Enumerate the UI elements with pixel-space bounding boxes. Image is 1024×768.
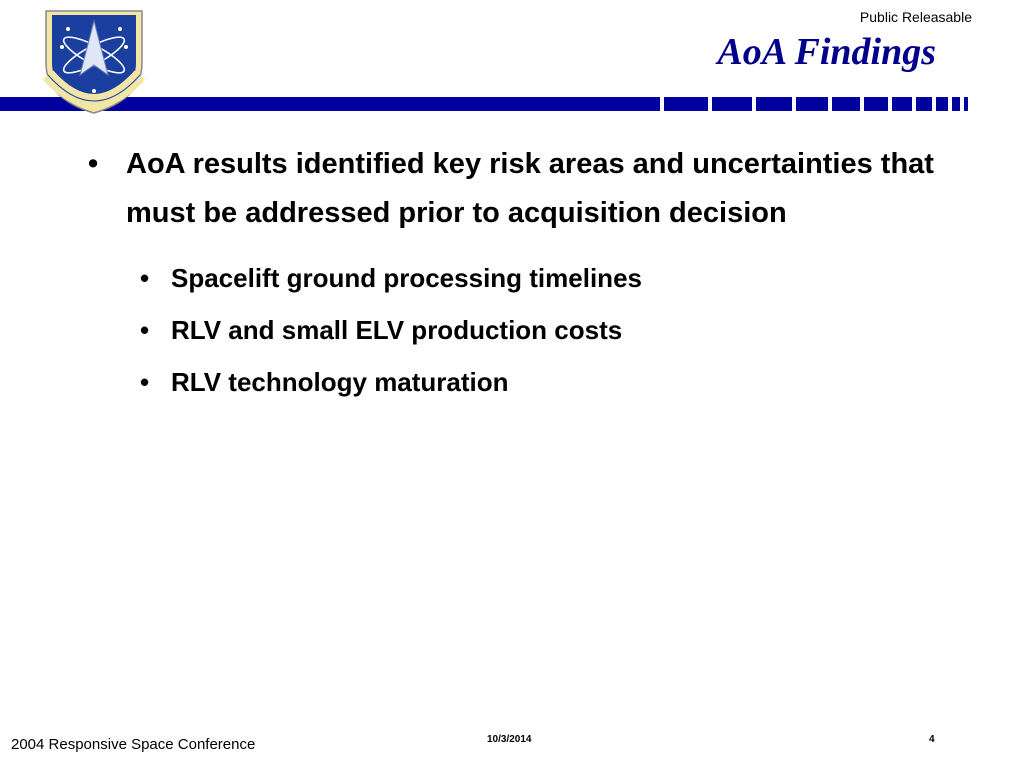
- footer-date: 10/3/2014: [487, 734, 532, 745]
- rule-segment: [964, 97, 968, 111]
- rule-segment: [952, 97, 960, 111]
- sub-bullet-text: Spacelift ground processing timelines: [171, 263, 642, 293]
- main-bullet: [88, 140, 948, 238]
- sub-bullet-text: RLV and small ELV production costs: [171, 315, 623, 345]
- bullet-marker: •: [140, 315, 150, 345]
- sub-bullet-text: RLV technology maturation: [171, 367, 509, 397]
- rule-segment: [916, 97, 932, 111]
- sub-bullet: [88, 304, 948, 356]
- slide-title: AoA Findings: [717, 31, 936, 73]
- rule-segment: [832, 97, 860, 111]
- slide-body: [88, 140, 948, 408]
- rule-segment: [712, 97, 752, 111]
- footer-page-number: 4: [929, 734, 935, 745]
- bullet-marker: •: [140, 367, 150, 397]
- bullet-marker: •: [88, 148, 99, 180]
- main-bullet-text: AoA results identified key risk areas and uncertainties that must be addressed prior to acquisition decision: [126, 148, 934, 229]
- bullet-marker: •: [140, 263, 150, 293]
- public-releasable-marking: Public Releasable: [859, 9, 972, 25]
- rule-segment: [664, 97, 708, 111]
- sub-bullet-list: [88, 252, 948, 408]
- footer-conference: 2004 Responsive Space Conference: [11, 736, 256, 753]
- rule-segment: [756, 97, 792, 111]
- rule-segment: [936, 97, 948, 111]
- air-force-space-command-emblem: [38, 3, 150, 115]
- rule-segment: [864, 97, 888, 111]
- sub-bullet: [88, 252, 948, 304]
- rule-segment: [892, 97, 912, 111]
- rule-segment: [796, 97, 828, 111]
- sub-bullet: [88, 356, 948, 408]
